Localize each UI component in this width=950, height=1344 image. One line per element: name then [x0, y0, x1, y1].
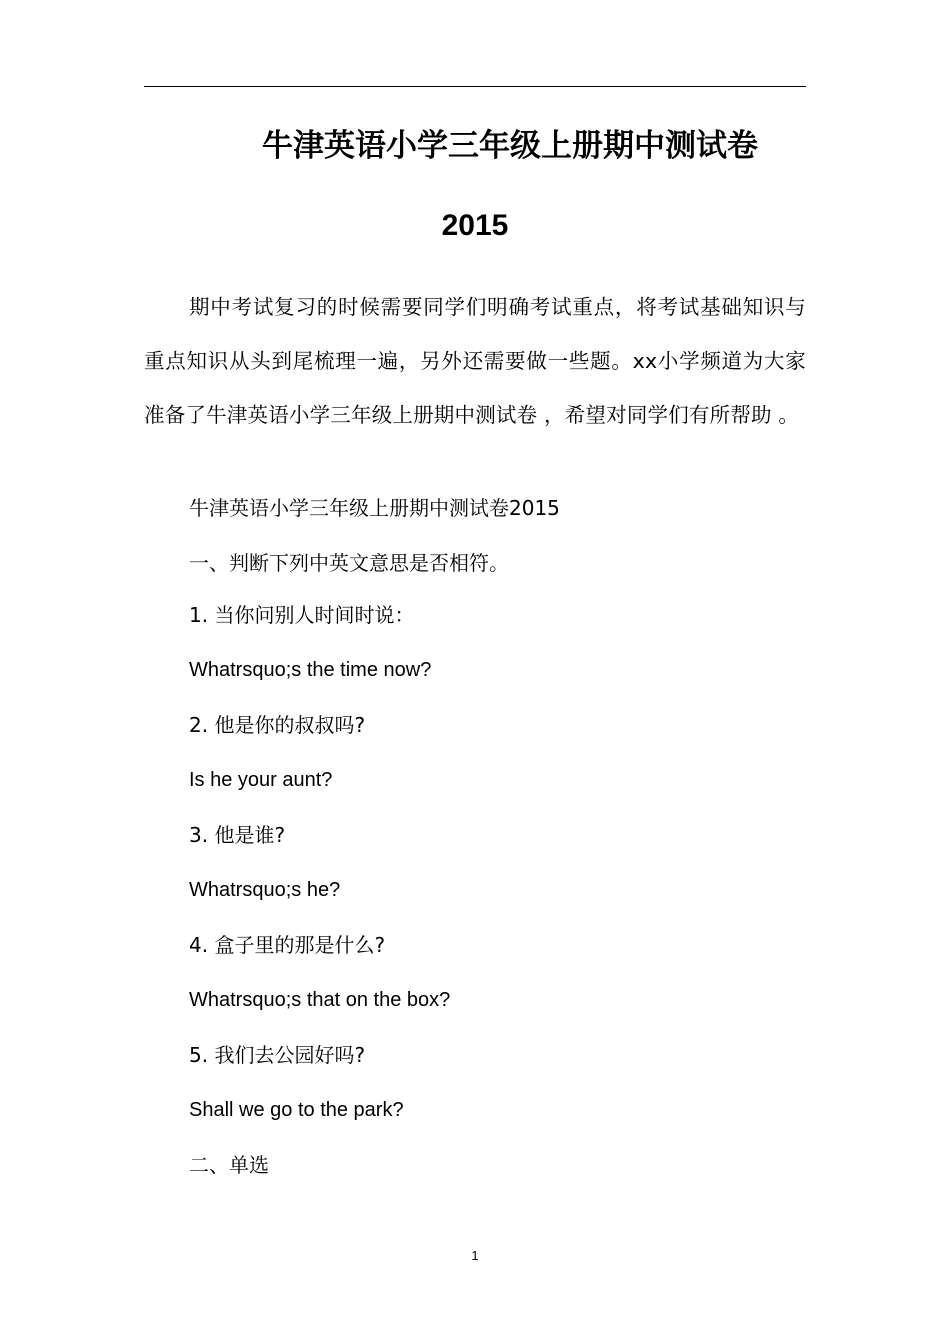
header-rule: [144, 86, 806, 87]
question-2-chinese: 2. 他是你的叔叔吗?: [189, 713, 366, 737]
document-title-year: 2015: [441, 209, 509, 242]
page-number: 1: [471, 1248, 479, 1263]
section-1-heading: 一、判断下列中英文意思是否相符。: [189, 551, 509, 575]
question-5-chinese: 5. 我们去公园好吗?: [189, 1043, 366, 1067]
document-title: 牛津英语小学三年级上册期中测试卷: [262, 128, 758, 164]
intro-paragraph: 期中考试复习的时候需要同学们明确考试重点，将考试基础知识与重点知识从头到尾梳理一遍，另外还需要做一些题。xx小学频道为大家准备了牛津英语小学三年级上册期中测试卷 ，希望对同学们有所帮助 。: [144, 295, 806, 427]
question-1-chinese: 1. 当你问别人时间时说：: [189, 603, 415, 627]
question-3-english: Whatrsquo;s he?: [189, 879, 341, 901]
question-1-english: Whatrsquo;s the time now?: [189, 659, 432, 681]
question-5-english: Shall we go to the park?: [189, 1099, 404, 1121]
question-3-chinese: 3. 他是谁?: [189, 823, 286, 847]
section-2-heading: 二、单选: [189, 1153, 269, 1177]
question-4-english: Whatrsquo;s that on the box?: [189, 989, 451, 1011]
subtitle: 牛津英语小学三年级上册期中测试卷2015: [189, 496, 560, 520]
question-4-chinese: 4. 盒子里的那是什么?: [189, 933, 386, 957]
question-2-english: Is he your aunt?: [189, 769, 333, 791]
